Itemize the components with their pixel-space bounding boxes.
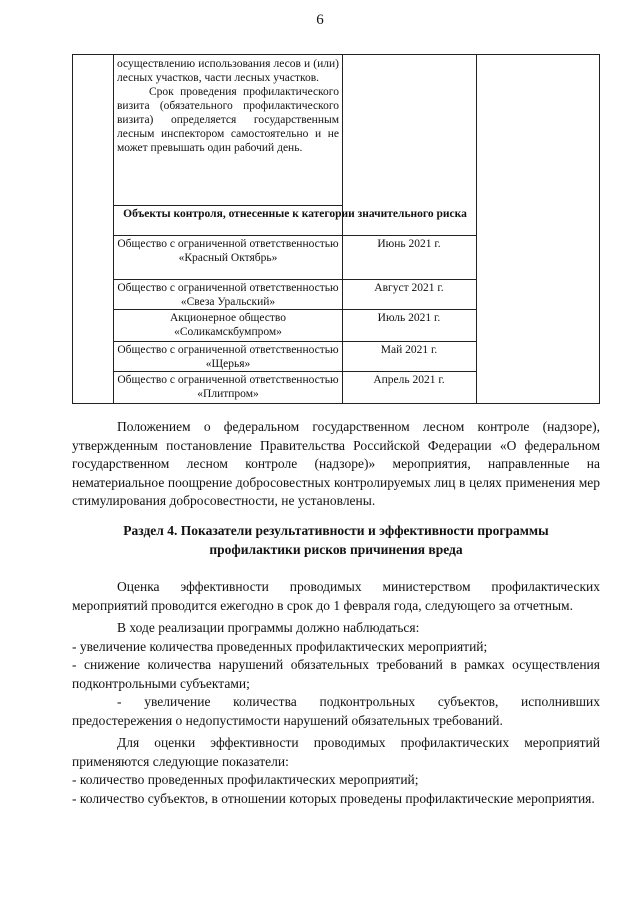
table-border	[113, 279, 342, 280]
list-item: - увеличение количества проведенных профилактических мероприятий;	[72, 638, 488, 654]
paragraph-text: Для оценки эффективности проводимых профилактических мероприятий применяются следующие показатели:	[72, 735, 600, 769]
table-border	[113, 309, 342, 310]
table-row-date: Апрель 2021 г.	[373, 374, 445, 386]
paragraph-text: В ходе реализации программы должно наблюдаться:	[117, 620, 420, 635]
table-border	[113, 371, 342, 372]
table-row-org: Общество с ограниченной ответственностью «Свеза Уральский»	[117, 282, 339, 308]
table-border	[113, 205, 342, 206]
table-row-org: Акционерное общество «Соликамскбумпром»	[169, 312, 287, 338]
table-border	[113, 235, 342, 236]
page-number: 6	[316, 12, 324, 28]
list-item: - количество субъектов, в отношении которых проведены профилактические мероприятия.	[72, 790, 595, 806]
table-border	[113, 55, 114, 403]
paragraph-text: Положением о федеральном государственном лесном контроле (надзоре), утвержденным постановление Правительства Российской Федерации «О федеральном государственном лесном контроле (надзоре)» мероприятия, направленные на нематериальное поощрение добросовестных контролируемых лиц в целях применения мер стимулирования добросовестности, не установлены.	[72, 419, 600, 508]
table-border	[342, 279, 476, 280]
section-4-body	[72, 578, 600, 808]
table-border	[476, 55, 477, 403]
section-4-heading	[72, 522, 600, 559]
table-border	[342, 371, 476, 372]
table-row-org: Общество с ограниченной ответственностью «Красный Октябрь»	[117, 238, 339, 264]
section-title-line: Раздел 4. Показатели результативности и эффективности программы	[123, 523, 549, 538]
table-border	[342, 55, 343, 403]
table-border	[113, 341, 342, 342]
list-item: - снижение количества нарушений обязательных требований в рамках осуществления подконтрольными субъектами;	[72, 657, 600, 691]
table-border	[342, 235, 476, 236]
table-border	[342, 341, 476, 342]
section-title-line: профилактики рисков причинения вреда	[209, 541, 463, 557]
table-row-date: Май 2021 г.	[380, 344, 438, 356]
list-item: - количество проведенных профилактических мероприятий;	[72, 772, 419, 787]
description-text: осуществлению использования лесов и (или) лесных участков, части лесных участков.	[117, 58, 339, 84]
control-objects-table	[72, 54, 600, 404]
list-item: - увеличение количества подконтрольных субъектов, исполнивших предостережения о недопустимости нарушений обязательных требований.	[72, 694, 600, 728]
table-row-date: Июнь 2021 г.	[377, 238, 441, 250]
table-border	[342, 309, 476, 310]
table-row-date: Июль 2021 г.	[377, 312, 441, 324]
table-row-date: Август 2021 г.	[374, 282, 444, 294]
nonmaterial-incentives-paragraph	[72, 418, 600, 511]
table-row-org: Общество с ограниченной ответственностью «Щерья»	[117, 344, 339, 370]
description-text: Срок проведения профилактического визита (обязательного профилактического визита) определяется государственным лесным инспектором самостоятельно и не может превышать один рабочий день.	[117, 86, 339, 154]
table-row-org: Общество с ограниченной ответственностью «Плитпром»	[117, 374, 339, 400]
table-section-header: Объекты контроля, отнесенные к категории значительного риска	[123, 208, 467, 220]
paragraph-text: Оценка эффективности проводимых министерством профилактических мероприятий проводится ежегодно в срок до 1 февраля года, следующего за отчетным.	[72, 579, 600, 613]
continued-description	[117, 57, 339, 155]
